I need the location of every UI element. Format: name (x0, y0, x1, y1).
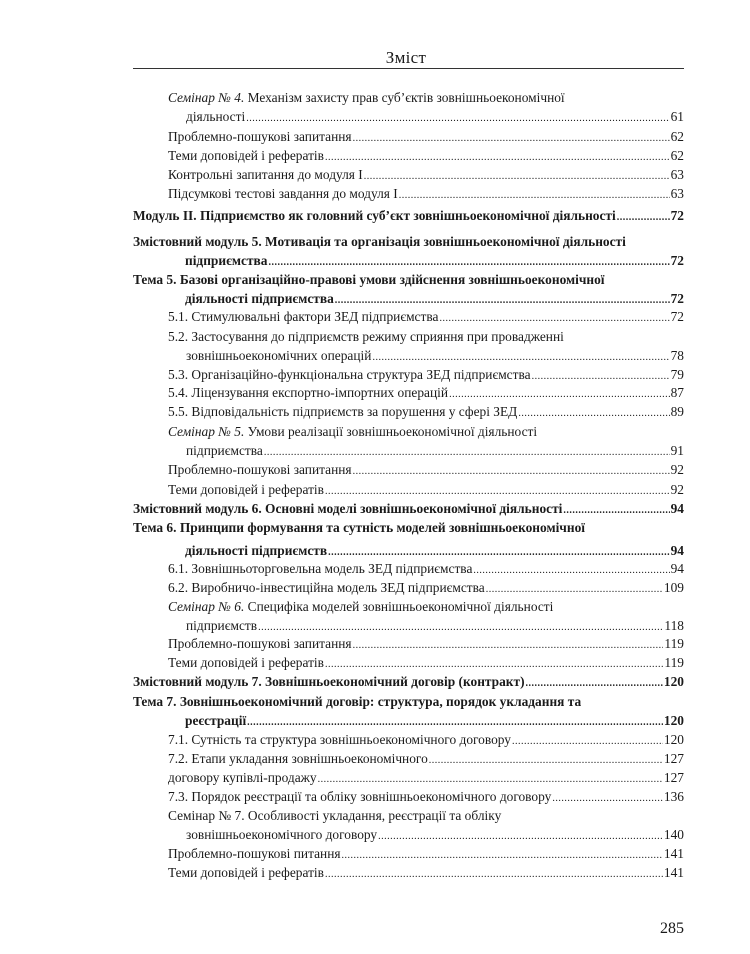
toc-page-number: 94 (670, 501, 684, 516)
toc-entry-title: Теми доповідей і рефератів (168, 655, 324, 670)
toc-row (186, 346, 684, 365)
dot-leader (264, 441, 670, 462)
dot-leader (399, 184, 670, 205)
toc-entry-title: діяльності підприємства (185, 291, 334, 306)
toc-entry-title: підприємства (186, 443, 263, 458)
toc-row (168, 730, 684, 749)
toc-row (168, 127, 684, 146)
toc-page-number: 63 (670, 167, 684, 182)
toc-entry-title: 5.1. Стимулювальні фактори ЗЕД підприємства (168, 309, 439, 324)
seminar-title: Специфіка моделей зовнішньоекономічної діяльності (244, 599, 554, 614)
toc-page-number: 118 (664, 618, 684, 633)
toc-page-number: 141 (663, 846, 684, 861)
dot-leader (353, 460, 670, 481)
toc-page-number: 63 (670, 186, 684, 201)
toc-entry-title: Проблемно-пошукові запитання (168, 462, 352, 477)
toc-entry-title: 6.2. Виробничо-інвестиційна модель ЗЕД підприємства (168, 580, 485, 595)
toc-entry-title: 7.2. Етапи укладання зовнішньоекономічного (168, 751, 428, 766)
toc-entry-title: Змістовний модуль 7. Зовнішньоекономічний договір (контракт) (133, 674, 525, 689)
toc-page-number: 92 (670, 462, 684, 477)
toc-entry-title: 5.4. Ліцензування експортно-імпортних операцій (168, 385, 449, 400)
toc-row (168, 184, 684, 203)
seminar-label: Семінар № 5. (168, 424, 245, 439)
page-number: 285 (660, 920, 684, 937)
dot-leader (563, 499, 669, 520)
dot-leader (246, 107, 669, 128)
dot-leader (364, 165, 670, 186)
toc-entry-line: Тема 7. Зовнішньоекономічний договір: структура, порядок укладання та (133, 694, 582, 709)
toc-page-number: 92 (670, 482, 684, 497)
toc-entry-title: Проблемно-пошукові запитання (168, 129, 352, 144)
toc-page-number: 62 (670, 148, 684, 163)
toc-page-number: 120 (663, 713, 684, 728)
toc-entry-title: Проблемно-пошукові запитання (168, 636, 352, 651)
toc-row (168, 844, 684, 863)
toc-page-number: 140 (663, 827, 684, 842)
toc-row (168, 146, 684, 165)
toc-row (168, 749, 684, 768)
toc-page-number: 72 (670, 291, 684, 306)
toc-row (185, 711, 684, 730)
toc-row (168, 559, 684, 578)
toc-row (168, 383, 684, 402)
toc-entry-title: 5.5. Відповідальність підприємств за порушення у сфері ЗЕД (168, 404, 518, 419)
toc-page-number: 87 (670, 385, 684, 400)
toc-row (168, 863, 684, 882)
toc-page-number: 119 (664, 655, 684, 670)
toc-row (168, 365, 684, 384)
dot-leader (449, 383, 670, 404)
toc-row (168, 768, 684, 787)
dot-leader (353, 127, 670, 148)
seminar-heading (168, 88, 565, 107)
toc-row (185, 541, 684, 560)
dot-leader (439, 307, 669, 328)
seminar-title: Умови реалізації зовнішньоекономічної діяльності (244, 424, 538, 439)
toc-row (168, 165, 684, 184)
toc-row (186, 441, 684, 460)
toc-page-number: 136 (663, 789, 684, 804)
toc-page-number: 72 (670, 309, 684, 324)
dot-leader (318, 768, 663, 789)
toc-row (168, 307, 684, 326)
dot-leader (617, 206, 670, 227)
toc-row (168, 402, 684, 421)
toc-entry-title: Змістовний модуль 6. Основні моделі зовнішньоекономічної діяльності (133, 501, 563, 516)
toc-entry-line: Тема 6. Принципи формування та сутність моделей зовнішньоекономічної (133, 520, 585, 535)
toc-entry-line: Семінар № 7. Особливості укладання, реєстрації та обліку (168, 808, 502, 823)
toc-entry-title: реєстрації (185, 713, 247, 728)
toc-row (133, 672, 684, 691)
seminar-label: Семінар № 4. (168, 90, 245, 105)
toc-entry-title: 5.3. Організаційно-функціональна структура ЗЕД підприємства (168, 367, 531, 382)
toc-page-number: 72 (670, 208, 684, 223)
toc-row (133, 206, 684, 225)
toc-page-number: 91 (670, 443, 684, 458)
toc-row (186, 616, 684, 635)
toc-page-number: 120 (663, 674, 684, 689)
dot-leader (378, 825, 663, 846)
toc-page-number: 94 (670, 543, 684, 558)
toc-entry-title: договору купівлі-продажу (168, 770, 317, 785)
toc-page-number: 61 (670, 109, 684, 124)
toc-page-number: 62 (670, 129, 684, 144)
toc-row (186, 825, 684, 844)
toc-entry-title: 7.1. Сутність та структура зовнішньоекономічного договору (168, 732, 512, 747)
toc-entry-title: діяльності (186, 109, 246, 124)
dot-leader (372, 346, 669, 367)
dot-leader (526, 672, 663, 693)
toc-entry-title: діяльності підприємств (185, 543, 328, 558)
dot-leader (429, 749, 663, 770)
toc-page-number: 78 (670, 348, 684, 363)
toc-row (185, 289, 684, 308)
toc-page-number: 109 (663, 580, 684, 595)
toc-page-number: 72 (670, 253, 684, 268)
toc-entry-title: зовнішньоекономічних операцій (186, 348, 372, 363)
toc-page-number: 79 (670, 367, 684, 382)
toc-row (168, 653, 684, 672)
page-header-title: Зміст (385, 48, 427, 67)
dot-leader (512, 730, 663, 751)
toc-entry-title: 7.3. Порядок реєстрації та обліку зовнішньоекономічного договору (168, 789, 552, 804)
seminar-heading (168, 597, 553, 616)
toc-entry-title: Контрольні запитання до модуля І (168, 167, 363, 182)
toc-entry-title: підприємства (185, 253, 268, 268)
toc-entry-title: Теми доповідей і рефератів (168, 865, 324, 880)
toc-row (168, 480, 684, 499)
toc-page-number: 141 (663, 865, 684, 880)
toc-page-number: 120 (663, 732, 684, 747)
toc-row (168, 787, 684, 806)
seminar-title: Механізм захисту прав суб’єктів зовнішньоекономічної (244, 90, 565, 105)
toc-page-number: 127 (663, 751, 684, 766)
toc-row (168, 578, 684, 597)
dot-leader (268, 251, 669, 272)
toc-row (168, 460, 684, 479)
dot-leader (325, 146, 670, 167)
seminar-label: Семінар № 6. (168, 599, 245, 614)
dot-leader (353, 634, 664, 655)
toc-entry-title: підприємств (186, 618, 258, 633)
toc-entry-title: 6.1. Зовнішньоторговельна модель ЗЕД підприємства (168, 561, 473, 576)
dot-leader (518, 402, 669, 423)
toc-entry-title: Модуль ІІ. Підприємство як головний суб’єкт зовнішньоекономічної діяльності (133, 208, 616, 223)
dot-leader (247, 711, 663, 732)
toc-page-number: 89 (670, 404, 684, 419)
dot-leader (325, 863, 663, 884)
dot-leader (342, 844, 663, 865)
toc-page-number: 119 (664, 636, 684, 651)
dot-leader (325, 480, 670, 501)
toc-row (186, 107, 684, 126)
toc-row (168, 634, 684, 653)
toc-entry-title: Підсумкові тестові завдання до модуля І (168, 186, 398, 201)
dot-leader (552, 787, 663, 808)
dot-leader (325, 653, 663, 674)
toc-entry-title: Теми доповідей і рефератів (168, 148, 324, 163)
dot-leader (486, 578, 663, 599)
toc-entry-title: зовнішньоекономічного договору (186, 827, 378, 842)
toc-entry-line: 5.2. Застосування до підприємств режиму сприяння при провадженні (168, 329, 564, 344)
dot-leader (473, 559, 669, 580)
toc-entry-line: Тема 5. Базові організаційно-правові умови здійснення зовнішньоекономічної (133, 272, 605, 287)
toc-row (185, 251, 684, 270)
toc-entry-title: Проблемно-пошукові питання (168, 846, 341, 861)
toc-page-number: 127 (663, 770, 684, 785)
seminar-heading (168, 422, 537, 441)
toc-page-number: 94 (670, 561, 684, 576)
toc-entry-title: Теми доповідей і рефератів (168, 482, 324, 497)
toc-entry-line: Змістовний модуль 5. Мотивація та організація зовнішньоекономічної діяльності (133, 234, 626, 249)
toc-row (133, 499, 684, 518)
